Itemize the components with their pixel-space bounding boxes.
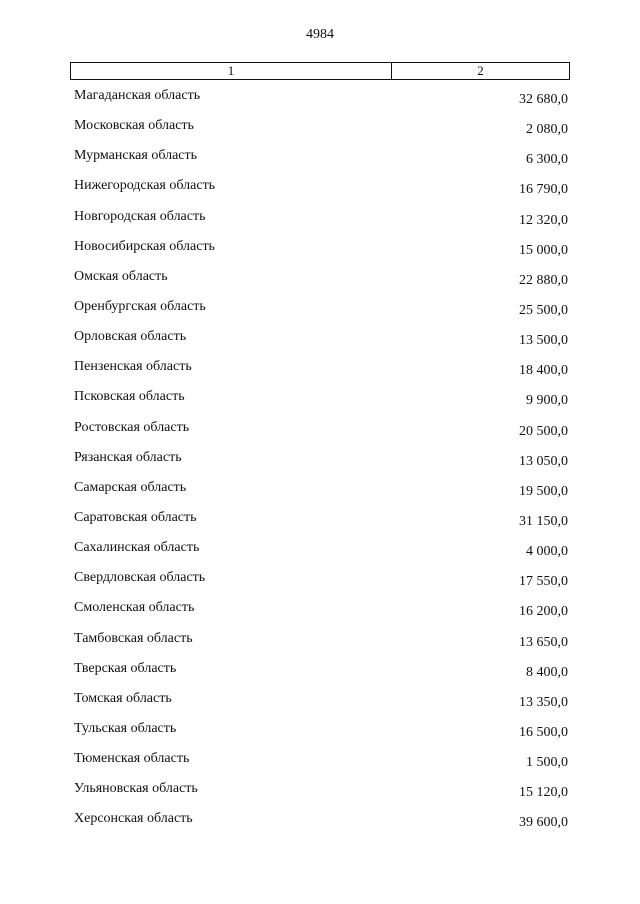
header-column-1: 1	[71, 63, 392, 79]
table-row	[74, 207, 568, 237]
amount-value: 25 500,0	[519, 302, 568, 318]
table-row	[74, 86, 568, 116]
table-row	[74, 538, 568, 568]
region-name: Свердловская область	[74, 570, 206, 586]
table-row	[74, 387, 568, 417]
table-row	[74, 237, 568, 267]
amount-value: 32 680,0	[519, 92, 568, 107]
amount-value: 13 500,0	[519, 333, 568, 349]
table-row	[74, 478, 568, 508]
amount-value: 22 880,0	[519, 272, 568, 288]
region-name: Орловская область	[74, 329, 187, 345]
region-name: Московская область	[74, 118, 194, 134]
table-row	[74, 297, 568, 327]
table-row	[74, 267, 568, 297]
header-column-2: 2	[477, 63, 484, 78]
region-name: Смоленская область	[74, 600, 195, 616]
amount-value: 18 400,0	[519, 363, 568, 379]
table-row	[74, 598, 568, 628]
region-name: Ростовская область	[74, 419, 190, 435]
region-name: Тульская область	[74, 720, 177, 736]
amount-value: 16 790,0	[519, 182, 568, 198]
region-name: Мурманская область	[74, 148, 198, 164]
region-name: Псковская область	[74, 389, 185, 405]
amount-value: 16 500,0	[519, 724, 568, 740]
table-row	[74, 749, 568, 779]
amount-value: 8 400,0	[526, 664, 568, 680]
table-row	[74, 659, 568, 689]
amount-value: 13 050,0	[519, 453, 568, 469]
region-name: Нижегородская область	[74, 178, 216, 194]
region-name: Новосибирская область	[74, 238, 215, 254]
region-name: Магаданская область	[74, 88, 201, 103]
table-row	[74, 568, 568, 598]
region-name: Пензенская область	[74, 359, 192, 375]
region-name: Херсонская область	[74, 811, 193, 827]
table-row	[74, 357, 568, 387]
amount-value: 13 350,0	[519, 694, 568, 710]
region-name: Омская область	[74, 268, 168, 284]
region-name: Томская область	[74, 690, 172, 706]
region-name: Рязанская область	[74, 449, 182, 465]
table-row	[74, 327, 568, 357]
amount-value: 17 550,0	[519, 574, 568, 590]
table-row	[74, 176, 568, 206]
region-name: Саратовская область	[74, 509, 197, 525]
region-name: Новгородская область	[74, 208, 206, 224]
table-row	[74, 116, 568, 146]
amount-value: 31 150,0	[519, 513, 568, 529]
amount-value: 16 200,0	[519, 604, 568, 620]
region-name: Тверская область	[74, 660, 177, 676]
amount-value: 12 320,0	[519, 212, 568, 228]
page-number: 4984	[306, 27, 334, 42]
amount-value: 9 900,0	[526, 393, 568, 409]
amount-value: 19 500,0	[519, 483, 568, 499]
table-row	[74, 629, 568, 659]
table-row	[74, 448, 568, 478]
table-row	[74, 779, 568, 809]
region-name: Тюменская область	[74, 751, 190, 767]
amount-value: 13 650,0	[519, 634, 568, 650]
region-name: Сахалинская область	[74, 540, 200, 556]
table-row	[74, 809, 568, 839]
amount-value: 6 300,0	[526, 152, 568, 168]
amount-value: 2 080,0	[526, 122, 568, 138]
table-header	[70, 62, 570, 80]
amount-value: 1 500,0	[526, 755, 568, 771]
table-row	[74, 146, 568, 176]
amount-value: 15 000,0	[519, 242, 568, 258]
table-row	[74, 719, 568, 749]
table-body	[74, 86, 568, 840]
table-row	[74, 508, 568, 538]
amount-value: 39 600,0	[519, 815, 568, 831]
amount-value: 20 500,0	[519, 423, 568, 439]
amount-value: 15 120,0	[519, 785, 568, 801]
table-row	[74, 418, 568, 448]
region-name: Самарская область	[74, 479, 187, 495]
region-name: Тамбовская область	[74, 630, 193, 646]
region-name: Оренбургская область	[74, 298, 206, 314]
amount-value: 4 000,0	[526, 544, 568, 560]
region-name: Ульяновская область	[74, 781, 198, 797]
table-row	[74, 689, 568, 719]
